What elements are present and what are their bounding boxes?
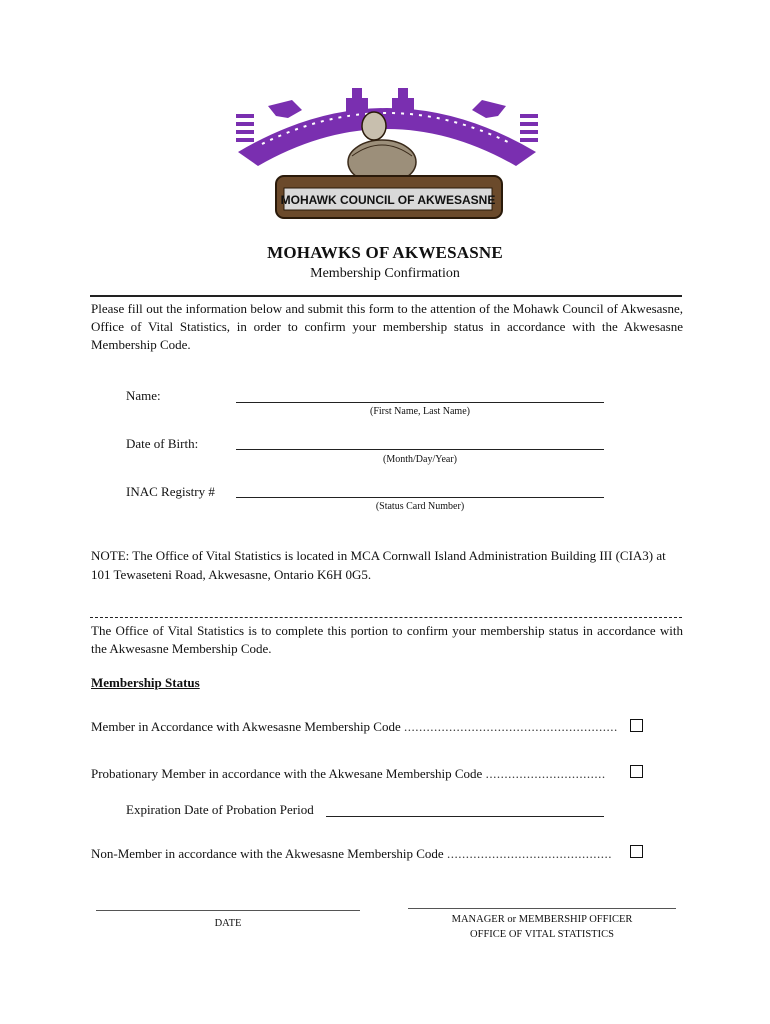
dob-field[interactable]	[236, 449, 604, 450]
leader-dots: ............................................	[446, 846, 612, 861]
name-field[interactable]	[236, 402, 604, 403]
status-option-member	[91, 719, 643, 735]
officer-caption-title: MANAGER or MEMBERSHIP OFFICER	[451, 914, 633, 925]
dob-hint: (Month/Day/Year)	[383, 454, 457, 465]
section-divider	[90, 617, 682, 618]
header-divider	[90, 295, 682, 297]
status-option-label: Non-Member in accordance with the Akwesasne Membership Code	[91, 846, 444, 861]
svg-text:MOHAWK COUNCIL OF AKWESASNE: MOHAWK COUNCIL OF AKWESASNE	[280, 193, 496, 207]
officer-caption-office: OFFICE OF VITAL STATISTICS	[470, 929, 614, 940]
mca-logo	[232, 74, 542, 224]
status-option-non-member	[91, 846, 643, 862]
inac-label: INAC Registry #	[126, 484, 215, 499]
inac-field[interactable]	[236, 497, 604, 498]
non-member-checkbox[interactable]	[630, 845, 643, 858]
date-signature-line[interactable]	[96, 910, 360, 911]
expiration-date-field[interactable]	[326, 816, 604, 817]
intro-paragraph: Please fill out the information below and submit this form to the attention of the Mohawk Council of Akwesasne, Office of Vital Statistics, in order to confirm your membership status in accordance with the Akwesasne Membership Code.	[91, 301, 683, 352]
officer-signature-line[interactable]	[408, 908, 676, 909]
inac-hint: (Status Card Number)	[375, 501, 465, 512]
status-option-label: Probationary Member in accordance with the Akwesane Membership Code	[91, 766, 483, 781]
document-subtitle: Membership Confirmation	[310, 266, 460, 281]
status-option-probationary	[91, 766, 643, 782]
officer-caption	[408, 912, 676, 942]
name-label: Name:	[126, 388, 161, 403]
office-intro: The Office of Vital Statistics is to complete this portion to confirm your membership status in accordance with the Akwesasne Membership Code.	[91, 623, 683, 656]
name-hint: (First Name, Last Name)	[370, 406, 470, 417]
member-checkbox[interactable]	[630, 719, 643, 732]
status-option-label: Member in Accordance with Akwesasne Membership Code	[91, 719, 401, 734]
expiration-label: Expiration Date of Probation Period	[126, 802, 314, 817]
document-title: MOHAWKS OF AKWESASNE	[267, 243, 503, 262]
dob-label: Date of Birth:	[126, 436, 199, 451]
leader-dots: ................................	[485, 766, 606, 781]
date-caption: DATE	[214, 918, 242, 929]
leader-dots: .........................................................	[404, 719, 618, 734]
membership-status-heading: Membership Status	[91, 675, 200, 690]
probationary-checkbox[interactable]	[630, 765, 643, 778]
location-note: NOTE: The Office of Vital Statistics is located in MCA Cornwall Island Administration Building III (CIA3) at 101 Tewaseteni Road, Akwesasne, Ontario K6H 0G5.	[91, 548, 666, 582]
